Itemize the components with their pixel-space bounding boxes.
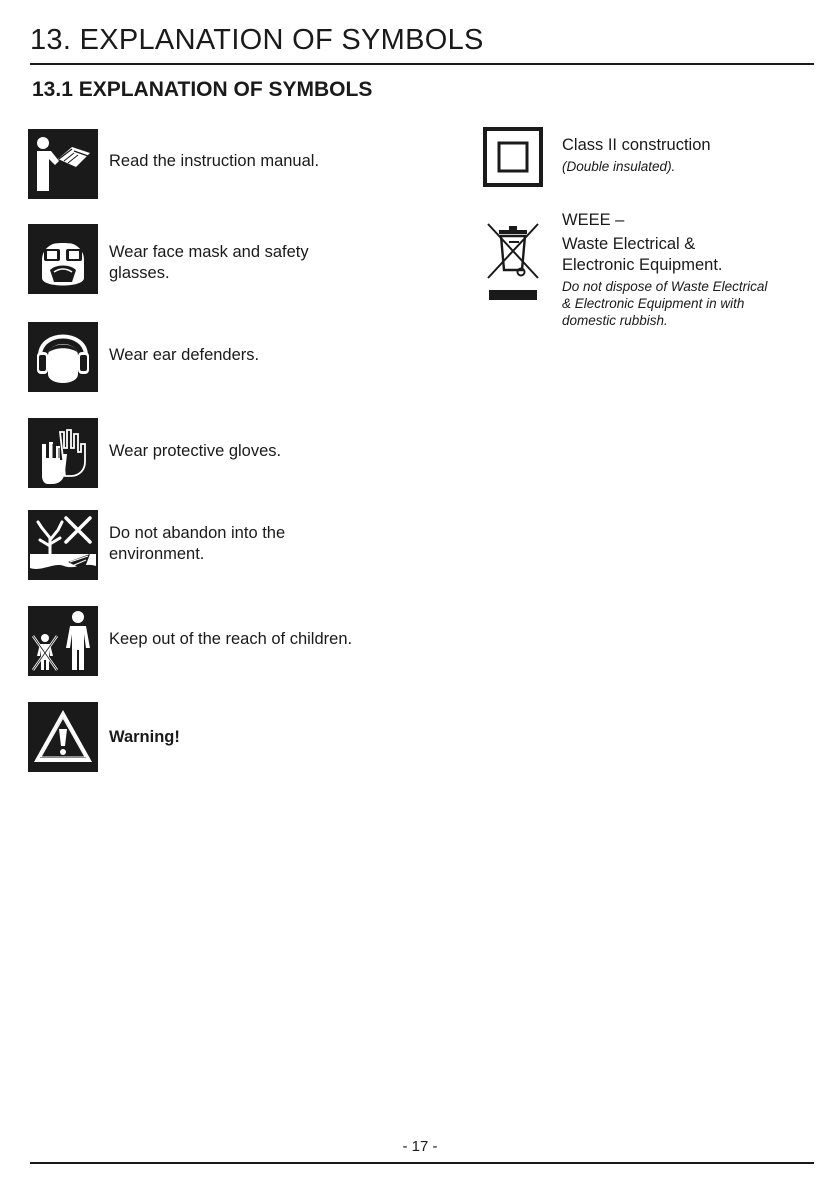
ear-defenders-icon <box>28 322 98 392</box>
warning-triangle-icon <box>28 702 98 772</box>
symbol-text-do-not-abandon: Do not abandon into the environment. <box>109 524 286 563</box>
weee-title-line1: WEEE – <box>562 211 625 229</box>
face-mask-glasses-icon <box>28 224 98 294</box>
symbol-text-warning: Warning! <box>109 728 180 746</box>
section-title: 13.1 EXPLANATION OF SYMBOLS <box>32 78 373 101</box>
symbol-text-gloves: Wear protective gloves. <box>109 442 282 460</box>
class-ii-double-square-icon <box>483 127 543 187</box>
page-title: 13. EXPLANATION OF SYMBOLS <box>30 24 484 56</box>
footer-rule <box>30 1162 814 1164</box>
title-rule <box>30 63 814 65</box>
class-ii-title: Class II construction <box>562 136 711 154</box>
page-number: - 17 - <box>402 1138 438 1155</box>
crossed-out-bin-icon <box>483 218 543 302</box>
symbol-text-face-mask: Wear face mask and safety glasses. <box>109 243 309 282</box>
weee-note: Do not dispose of Waste Electrical & Electronic Equipment in with domestic rubbish. <box>562 279 768 328</box>
symbol-text-children: Keep out of the reach of children. <box>109 630 353 648</box>
symbol-text-ear-defenders: Wear ear defenders. <box>109 346 260 364</box>
read-manual-icon <box>28 129 98 199</box>
symbol-text-read-manual: Read the instruction manual. <box>109 152 320 170</box>
do-not-abandon-icon <box>28 510 98 580</box>
weee-title-line2: Waste Electrical & <box>562 235 696 253</box>
class-ii-note: (Double insulated). <box>562 159 676 174</box>
keep-away-children-icon <box>28 606 98 676</box>
weee-title-line3: Electronic Equipment. <box>562 256 723 274</box>
protective-gloves-icon <box>28 418 98 488</box>
